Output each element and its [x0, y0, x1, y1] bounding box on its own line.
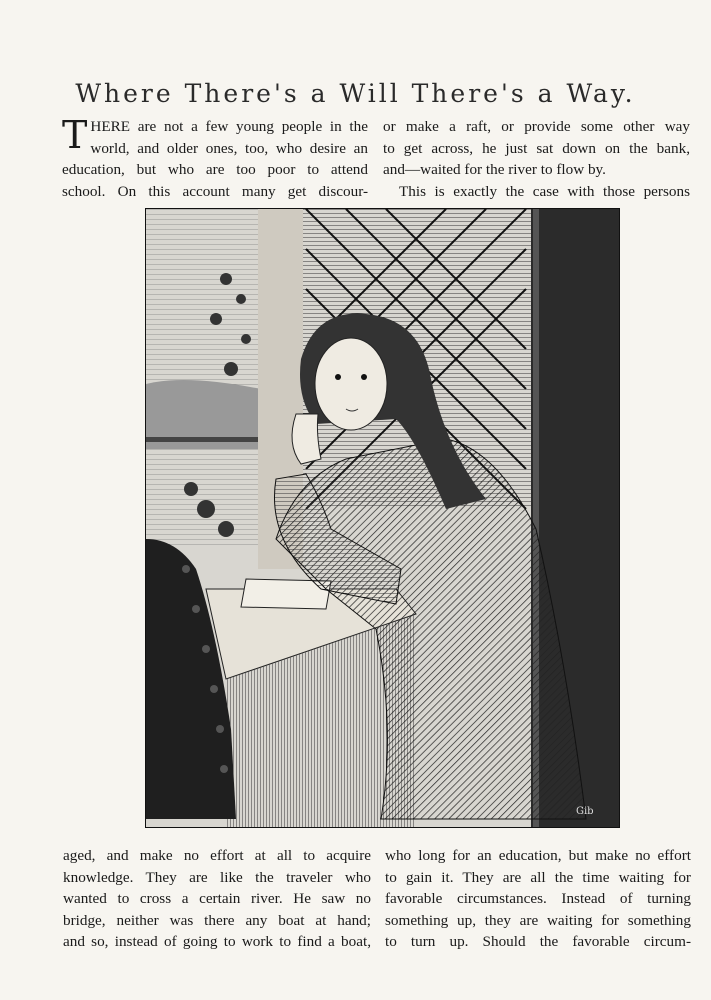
text-line: education, but who are too poor to attend: [62, 161, 368, 178]
text-line: or make a raft, or provide some other way: [383, 118, 690, 135]
bottom-right-column: [385, 845, 691, 953]
text-line: to turn up. Should the favorable circum-: [385, 933, 691, 950]
text-line: world, and older ones, too, who desire an: [90, 139, 368, 157]
bottom-left-column: [63, 845, 371, 953]
text-line: to gain it. They are all the time waiting for: [385, 868, 691, 886]
text-line: and so, instead of going to work to find a boat,: [63, 933, 371, 950]
text-line: favorable circumstances. Instead of turning: [385, 890, 691, 907]
top-right-column: [383, 116, 690, 202]
drop-cap: T: [62, 113, 88, 157]
text-line: This is exactly the case with those persons: [399, 182, 690, 200]
text-line: wanted to cross a certain river. He saw no: [63, 890, 371, 907]
text-line: something up, they are waiting for something: [385, 911, 691, 929]
text-line: bridge, neither was there any boat at hand;: [63, 911, 371, 929]
page-title: Where There's a Will There's a Way.: [75, 78, 636, 108]
text-line: HERE are not a few young people in the: [90, 118, 368, 135]
engraving-illustration: [145, 208, 620, 828]
text-line: to get across, he just sat down on the bank,: [383, 139, 690, 157]
text-line: aged, and make no effort at all to acquire: [63, 847, 371, 864]
text-line: school. On this account many get discour-: [62, 182, 368, 200]
text-line: and—waited for the river to flow by.: [383, 161, 606, 178]
text-line: knowledge. They are like the traveler who: [63, 868, 371, 886]
girl-at-window-image: [146, 209, 619, 827]
artist-signature: Gib: [576, 806, 594, 817]
text-line: who long for an education, but make no effort: [385, 847, 691, 864]
top-left-column: [62, 113, 368, 202]
